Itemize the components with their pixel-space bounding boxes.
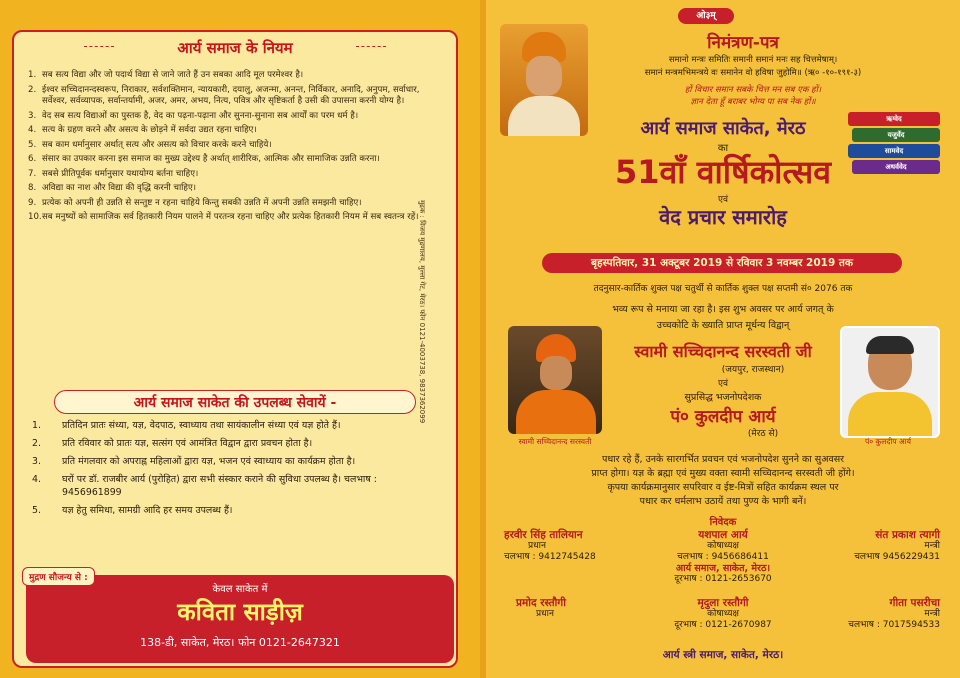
para-line-1: पधार रहे हैं, उनके सारगर्भित प्रवचन एवं भजनोपदेश सुनने का सुअवसर <box>601 454 845 465</box>
rule-text: सत्य के ग्रहण करने और असत्य के छोड़ने में सर्वदा उद्यत रहना चाहिए। <box>42 125 257 135</box>
rule-number: 6. <box>28 154 37 164</box>
evam-text: एवं <box>718 195 728 205</box>
member-6 <box>824 598 940 631</box>
rule-number: 7. <box>28 168 37 179</box>
member-4-name: प्रमोद रस्तौगी <box>516 597 566 609</box>
rule-text: प्रत्येक को अपनी ही उन्नति से सन्तुष्ट न रहना चाहिये किन्तु सबकी उन्नति में अपनी उन्नति समझनी चाहिए। <box>42 197 362 208</box>
member-2-phone: चलभाष : 9456686411 <box>677 552 769 562</box>
service-item <box>28 504 428 517</box>
rule-number: 4. <box>28 125 37 135</box>
rules-list <box>28 70 432 227</box>
member-5-phone: दूरभाष : 0121-2670987 <box>674 620 772 630</box>
nivedak-label: निवेदक <box>709 517 737 528</box>
sponsor-box <box>26 575 454 663</box>
om-badge: ओ३म् <box>678 8 734 24</box>
member-3-phone: चलभाष 9456229431 <box>854 552 940 562</box>
veda-book: यजुर्वेद <box>852 128 940 142</box>
service-number: 4. <box>32 474 41 485</box>
member-1 <box>504 530 596 563</box>
service-number: 5. <box>32 505 41 516</box>
event-subtitle: वेद प्रचार समारोह <box>659 205 787 229</box>
shop-name: कविता साड़ीज़ <box>177 598 303 626</box>
member-3-role: मन्त्री <box>924 541 940 551</box>
speaker-1-name: स्वामी सच्चिदानन्द सरस्वती जी <box>634 342 812 361</box>
rule-number: 5. <box>28 139 37 150</box>
bhajan-line: सुप्रसिद्ध भजनोपदेशक <box>684 392 762 403</box>
rule-text: अविद्या का नाश और विद्या की वृद्धि करनी चाहिए। <box>42 183 196 193</box>
services-title-box <box>54 390 416 414</box>
print-courtesy-label: मुद्रण सौजन्य से : <box>22 567 95 586</box>
service-item <box>28 437 428 450</box>
rule-number: 10. <box>28 212 42 222</box>
divider <box>356 46 386 47</box>
service-item <box>28 455 428 468</box>
mantra-line-1: समानो मन्त्रः समितिः समानी समानं मनः सह चित्तमेषाम्। <box>668 55 838 65</box>
invitation-title: निमंत्रण-पत्र <box>707 33 779 53</box>
member-2 <box>658 530 788 585</box>
services-list <box>28 419 428 522</box>
services-title: आर्य समाज साकेत की उपलब्ध सेवायें - <box>133 394 337 411</box>
rule-number: 8. <box>28 183 37 193</box>
speaker-2-name: पं० कुलदीप आर्य <box>670 407 776 427</box>
shop-tagline: केवल साकेत में <box>212 584 268 595</box>
rules-title: आर्य समाज के नियम <box>177 39 293 57</box>
member-4 <box>516 598 566 620</box>
service-text: प्रति मंगलवार को अपराह्न महिलाओं द्वारा यज्ञ, भजन एवं स्वाध्याय का कार्यक्रम होता है। <box>62 456 356 467</box>
caption-kuldeep: पं० कुलदीप आर्य <box>865 437 911 446</box>
evam-text-2: एवं <box>718 379 728 389</box>
rule-number: 1. <box>28 70 37 80</box>
member-1-phone: चलभाष : 9412745428 <box>504 552 596 562</box>
member-4-role: प्रधान <box>536 609 554 619</box>
rule-text: सब मनुष्यों को सामाजिक सर्व हितकारी नियम पालने में परतन्त्र रहना चाहिए और प्रत्येक हितकारी नियम में सब स्वतन्त्र रहें। <box>42 212 419 222</box>
rule-text: वेद सब सत्य विद्याओं का पुस्तक है, वेद का पढ़ना-पढ़ाना और सुनना-सुनाना सब आर्यों का परम धर्म है। <box>42 110 359 121</box>
member-1-role: प्रधान <box>528 541 546 551</box>
service-text: यज्ञ हेतु समिधा, सामग्री आदि हर समय उपलब्ध हैं। <box>62 505 233 516</box>
rule-number: 9. <box>28 197 37 208</box>
service-text: प्रतिदिन प्रातः संध्या, यज्ञ, वेदपाठ, स्वाध्याय तथा सायंकालीन संध्या एवं यज्ञ होते हैं। <box>62 420 341 431</box>
caption-swami: स्वामी सच्चिदानन्द सरस्वती <box>518 437 592 446</box>
veda-book: सामवेद <box>848 144 940 158</box>
speaker-1-place: (जयपुर, राजस्थान) <box>721 365 785 375</box>
rule-item <box>28 169 432 181</box>
mantra-line-2: समानं मन्त्रमभिमन्त्रये वः समानेन वो हविषा जुहोमि॥ (ऋ० -१०-१९१-३) <box>644 68 862 78</box>
service-item <box>28 419 428 432</box>
rule-item <box>28 198 432 210</box>
service-number: 2. <box>32 438 41 449</box>
rule-item <box>28 183 432 195</box>
service-number: 3. <box>32 456 41 467</box>
rule-text: सब काम धर्मानुसार अर्थात् सत्य और असत्य को विचार करके करने चाहिये। <box>42 139 272 150</box>
rule-item <box>28 70 432 82</box>
rule-text: ईश्वर सच्चिदानन्दस्वरूप, निराकार, सर्वशक्तिमान, न्यायकारी, दयालु, अजन्मा, अनन्त, निर्विकार, अनादि, अनुपम, सर्वाधार, सर्वेश्वर, सर्वव्यापक, सर्वान्तर्यामी, अजर, अमर, अभय, नित्य, पवित्र और सृष्टिकर्ता है उसी की उपासना करनी योग्य है। <box>42 84 420 106</box>
member-5-role: कोषाध्यक्ष <box>707 609 739 619</box>
rule-text: संसार का उपकार करना इस समाज का मुख्य उद्देश्य है अर्थात् शारीरिक, आत्मिक और सामाजिक उन्नति करना। <box>42 154 380 164</box>
verse-line-1: हों विचार समान सबके चित्त मन सब एक हों। <box>684 85 822 95</box>
member-3 <box>824 530 940 563</box>
date-band: बृहस्पतिवार, 31 अक्टूबर 2019 से रविवार 3 नवम्बर 2019 तक <box>542 253 902 273</box>
rule-text: सबसे प्रीतिपूर्वक धर्मानुसार यथायोग्य बर्तना चाहिए। <box>42 168 199 179</box>
divider <box>84 46 114 47</box>
rule-item <box>28 212 432 224</box>
member-3-name: संत प्रकाश त्यागी <box>875 529 940 541</box>
org-mid-phone: दूरभाष : 0121-2653670 <box>674 574 772 584</box>
intro-line-1: भव्य रूप से मनाया जा रहा है। इस शुभ अवसर पर आर्य जगत् के <box>612 304 834 315</box>
veda-book: अथर्ववेद <box>852 160 940 174</box>
rule-item <box>28 125 432 137</box>
service-item <box>28 473 428 499</box>
verse-line-2: ज्ञान देता हूँ बराबर भोग्य पा सब नेक हों॥ <box>690 97 816 107</box>
para-line-3: कृपया कार्यक्रमानुसार सपरिवार व ईष्ट-मित्रों सहित कार्यक्रम स्थल पर <box>607 482 839 493</box>
member-5 <box>658 598 788 631</box>
member-2-role: कोषाध्यक्ष <box>707 541 739 551</box>
rule-text: सब सत्य विद्या और जो पदार्थ विद्या से जाने जाते हैं उन सबका आदि मूल परमेश्वर है। <box>42 70 304 80</box>
tithi-line: तदनुसार-कार्तिक शुक्ल पक्ष चतुर्थी से कार्तिक शुक्ल पक्ष सप्तमी सं० 2076 तक <box>593 284 853 294</box>
ka-text: का <box>717 143 729 154</box>
organization-title: आर्य समाज साकेत, मेरठ <box>640 118 806 139</box>
rule-number: 2. <box>28 84 37 95</box>
rule-item <box>28 140 432 152</box>
member-6-phone: चलभाष : 7017594533 <box>848 620 940 630</box>
member-6-name: गीता पसरीचा <box>889 597 940 609</box>
rule-item <box>28 111 432 123</box>
service-text: घरों पर डॉ. राजबीर आर्य (पुरोहित) द्वारा सभी संस्कार कराने की सुविधा उपलब्ध है। चलभाष : 9456961899 <box>62 474 377 498</box>
service-text: प्रति रविवार को प्रातः यज्ञ, सत्संग एवं आमंत्रित विद्वान द्वारा प्रवचन होता है। <box>62 438 313 449</box>
rule-item <box>28 85 432 108</box>
para-line-4: पधार कर धर्मलाभ उठायें तथा पुण्य के भागी बनें। <box>639 496 807 507</box>
org-bottom: आर्य स्त्री समाज, साकेत, मेरठ। <box>662 649 784 661</box>
speaker-2-place: (मेरठ से) <box>747 429 779 439</box>
rule-item <box>28 154 432 166</box>
para-line-2: प्राप्त होगा। यज्ञ के ब्रह्मा एवं मुख्य वक्ता स्वामी सच्चिदानन्द सरस्वती जी होंगे। <box>591 468 855 479</box>
member-6-role: मन्त्री <box>924 609 940 619</box>
event-title: 51वाँ वार्षिकोत्सव <box>614 153 832 191</box>
rule-number: 3. <box>28 110 37 121</box>
service-number: 1. <box>32 420 41 431</box>
right-panel <box>486 0 960 678</box>
member-2-name: यशपाल आर्य <box>698 529 748 541</box>
intro-line-2: उच्चकोटि के ख्याति प्राप्त मूर्धन्य विद्वान् <box>656 320 790 331</box>
printer-note: मुद्रक : विजय मुद्रणालय, मुल्ला गेट, मेरठ। फोन 0121-4003738, 9837362099 <box>418 200 426 424</box>
org-mid: आर्य समाज, साकेत, मेरठ। <box>675 563 771 574</box>
member-5-name: मृदुला रस्तौगी <box>697 597 749 609</box>
member-1-name: हरवीर सिंह तालियान <box>504 529 583 541</box>
shop-address: 138-डी, साकेत, मेरठ। फोन 0121-2647321 <box>140 636 340 649</box>
veda-book: ऋग्वेद <box>848 112 940 126</box>
